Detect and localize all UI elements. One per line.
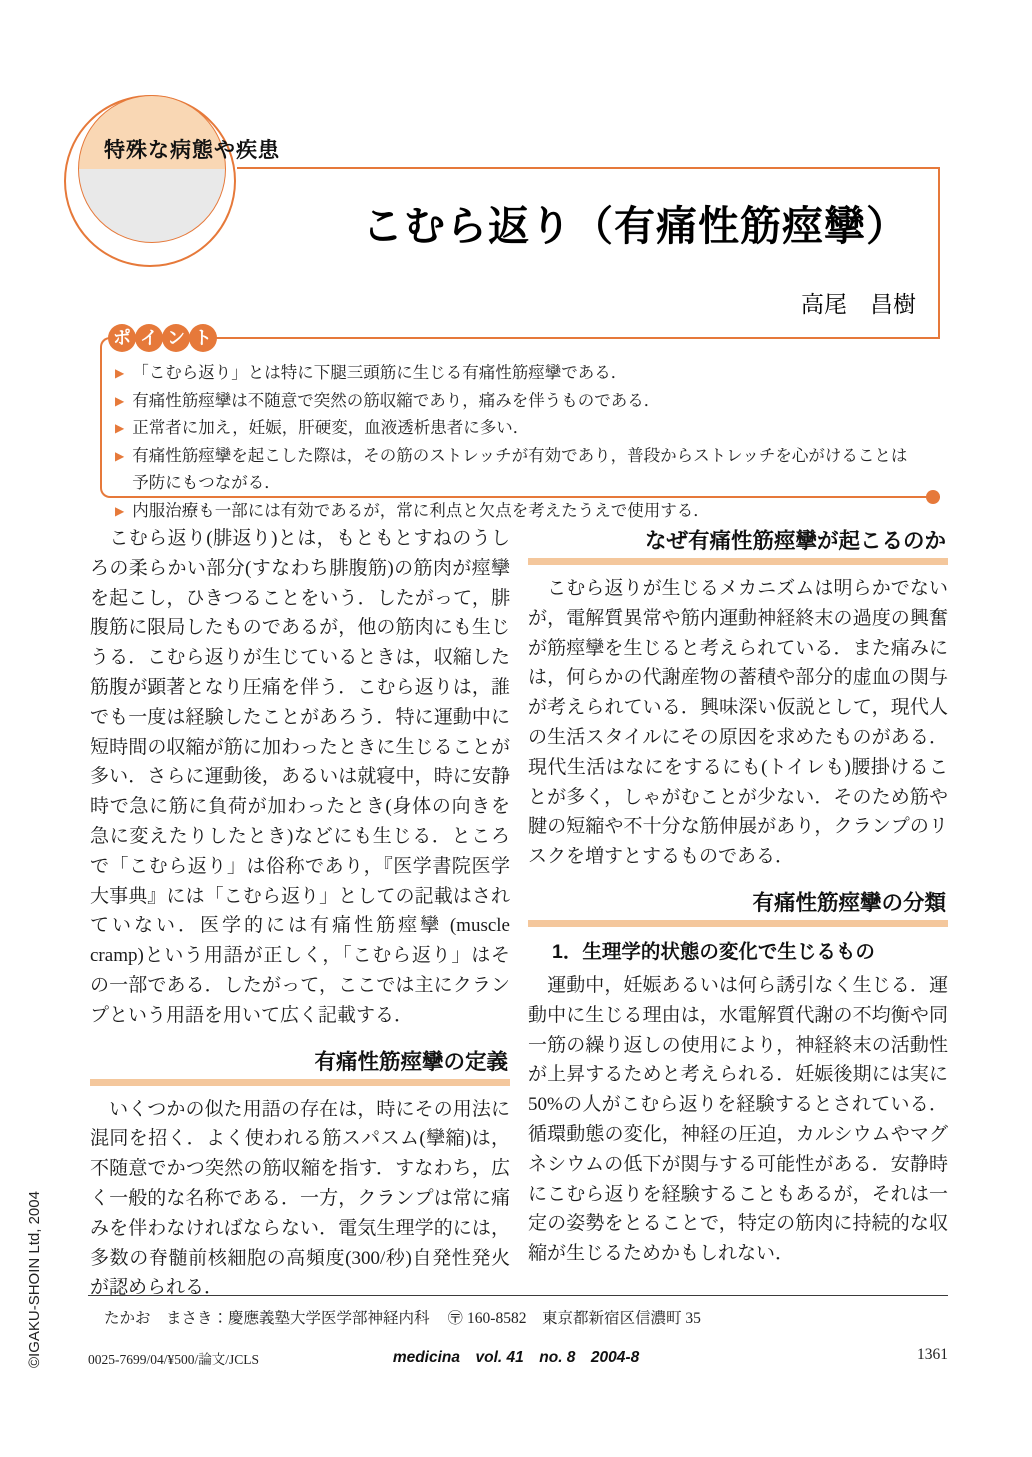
triangle-bullet-icon: ▶ (115, 503, 125, 518)
paragraph: こむら返り(腓返り)とは，もともとすねのうしろの柔らかい部分(すなわち腓腹筋)の筋肉が痙攣を起こし，ひきつることをいう．したがって，腓腹筋に限局したものであるが，他の筋肉にも生じうる．こむら返りが生じているときは，収縮した筋腹が顕著となり圧痛を伴う．こむら返りは，誰でも一度は経験したことがあろう．特に運動中に短時間の収縮が筋に加わったときに生じることが多い．さらに運動後，あるいは就寝中，時に安静時で急に筋に負荷が加わったとき(身体の向きを急に変えたりしたとき)などにも生じる．ところで「こむら返り」は俗称であり，『医学書院医学大事典』には「こむら返り」としての記載はされていない．医学的には有痛性筋痙攣 (muscle cramp)という用語が正しく，「こむら返り」はその一部である．したがって，ここでは主にクランプという用語を用いて広く記載する． (90, 528, 510, 1026)
point-item (115, 360, 922, 388)
end-dot-icon (926, 490, 940, 504)
point-text: 内服治療も一部には有効であるが，常に利点と欠点を考えたうえで使用する． (132, 501, 710, 520)
point-text: 有痛性筋痙攣は不随意で突然の筋収縮であり，痛みを伴うものである． (132, 391, 661, 410)
author-affiliation-line (104, 1306, 701, 1328)
postal-address: 160-8582 東京都新宿区信濃町 35 (467, 1310, 701, 1327)
author-name: 高尾 昌樹 (801, 291, 916, 317)
category-label: 特殊な病態や疾患 (104, 139, 280, 162)
paragraph: 運動中，妊娠あるいは何ら誘引なく生じる．運動中に生じる理由は，水電解質代謝の不均衡や同一筋の繰り返しの使用により，神経終末の活動性が上昇するためと考えられる．妊娠後期には実に50%の人がこむら返りを経験するとされている．循環動態の変化，神経の圧迫，カルシウムやマグネシウムの低下が関与する可能性がある．安静時にこむら返りを経験することもあるが，それは一定の姿勢をとることで，特定の筋肉に持続的な収縮が生じるためかもしれない． (528, 974, 948, 1265)
paragraph: こむら返りが生じるメカニズムは明らかでないが，電解質異常や筋内運動神経終末の過度の興奮が筋痙攣を生じると考えられている．また痛みには，何らかの代謝産物の蓄積や部分的虚血の関与が考えられている．興味深い仮説として，現代人の生活スタイルにその原因を求めたものがある．現代生活はなにをするにも(トイレも)腰掛けることが多く，しゃがむことが少ない．そのため筋や腱の短縮や不十分な筋伸展があり，クランプのリスクを増すとするものである． (528, 578, 948, 868)
page-number: 1361 (917, 1346, 948, 1363)
copyright-vertical-text: ©IGAKU-SHOIN Ltd, 2004 (26, 1191, 43, 1368)
points-box (100, 328, 940, 520)
heading-underline-bar (528, 920, 948, 927)
postal-mark-icon: 〶 (447, 1310, 464, 1327)
point-item (115, 443, 922, 498)
affiliation-text: たかお まさき：慶應義塾大学医学部神経内科 (104, 1310, 430, 1327)
heading-underline-bar (528, 558, 948, 565)
point-item (115, 498, 922, 526)
point-item (115, 415, 922, 443)
header-box (237, 167, 940, 337)
left-column (90, 524, 510, 1303)
point-text: 正常者に加え，妊娠，肝硬変，血液透析患者に多い． (132, 419, 530, 437)
section-heading-definition: 有痛性筋痙攣の定義 (314, 1049, 508, 1074)
point-item (115, 388, 922, 416)
point-text: 「こむら返り」とは特に下腿三頭筋に生じる有痛性筋痙攣である． (132, 364, 628, 382)
points-badge-char-icon: イ (135, 324, 163, 352)
section-heading-classification: 有痛性筋痙攣の分類 (752, 890, 946, 915)
points-badge-char-icon: ン (162, 324, 190, 352)
subsection-heading: 1．生理学的状態の変化で生じるもの (552, 940, 875, 963)
article-body (90, 524, 948, 1303)
right-column (528, 524, 948, 1303)
decorative-half-circle-icon (78, 95, 226, 243)
footer-divider (88, 1295, 948, 1296)
article-title: こむら返り（有痛性筋痙攣） (362, 203, 908, 249)
points-badge-char-icon: ト (189, 324, 217, 352)
points-list (102, 339, 940, 525)
triangle-bullet-icon: ▶ (115, 421, 125, 435)
points-badge-char-icon: ポ (108, 324, 136, 352)
issn-code: 0025-7699/04/¥500/論文/JCLS (88, 1352, 260, 1367)
paragraph: いくつかの似た用語の存在は，時にその用法に混同を招く．よく使われる筋スパスム(攣縮)は，不随意でかつ突然の筋収縮を指す．すなわち，広く一般的な名称である．一方，クランプは常に痛みを伴わなければならない．電気生理学的には，多数の脊髄前核細胞の高頻度(300/秒)自発性発火が認められる． (90, 1098, 510, 1299)
heading-underline-bar (90, 1079, 510, 1086)
triangle-bullet-icon: ▶ (115, 393, 125, 408)
triangle-bullet-icon: ▶ (115, 448, 125, 463)
section-heading-mechanism: なぜ有痛性筋痙攣が起こるのか (644, 529, 946, 553)
points-badge (108, 324, 216, 352)
journal-volume-line: medicina vol. 41 no. 8 2004-8 (392, 1349, 640, 1366)
triangle-bullet-icon: ▶ (115, 366, 125, 380)
point-text: 有痛性筋痙攣を起こした際は，その筋のストレッチが有効であり，普段からストレッチを心がけることは予防にもつながる． (132, 446, 908, 492)
